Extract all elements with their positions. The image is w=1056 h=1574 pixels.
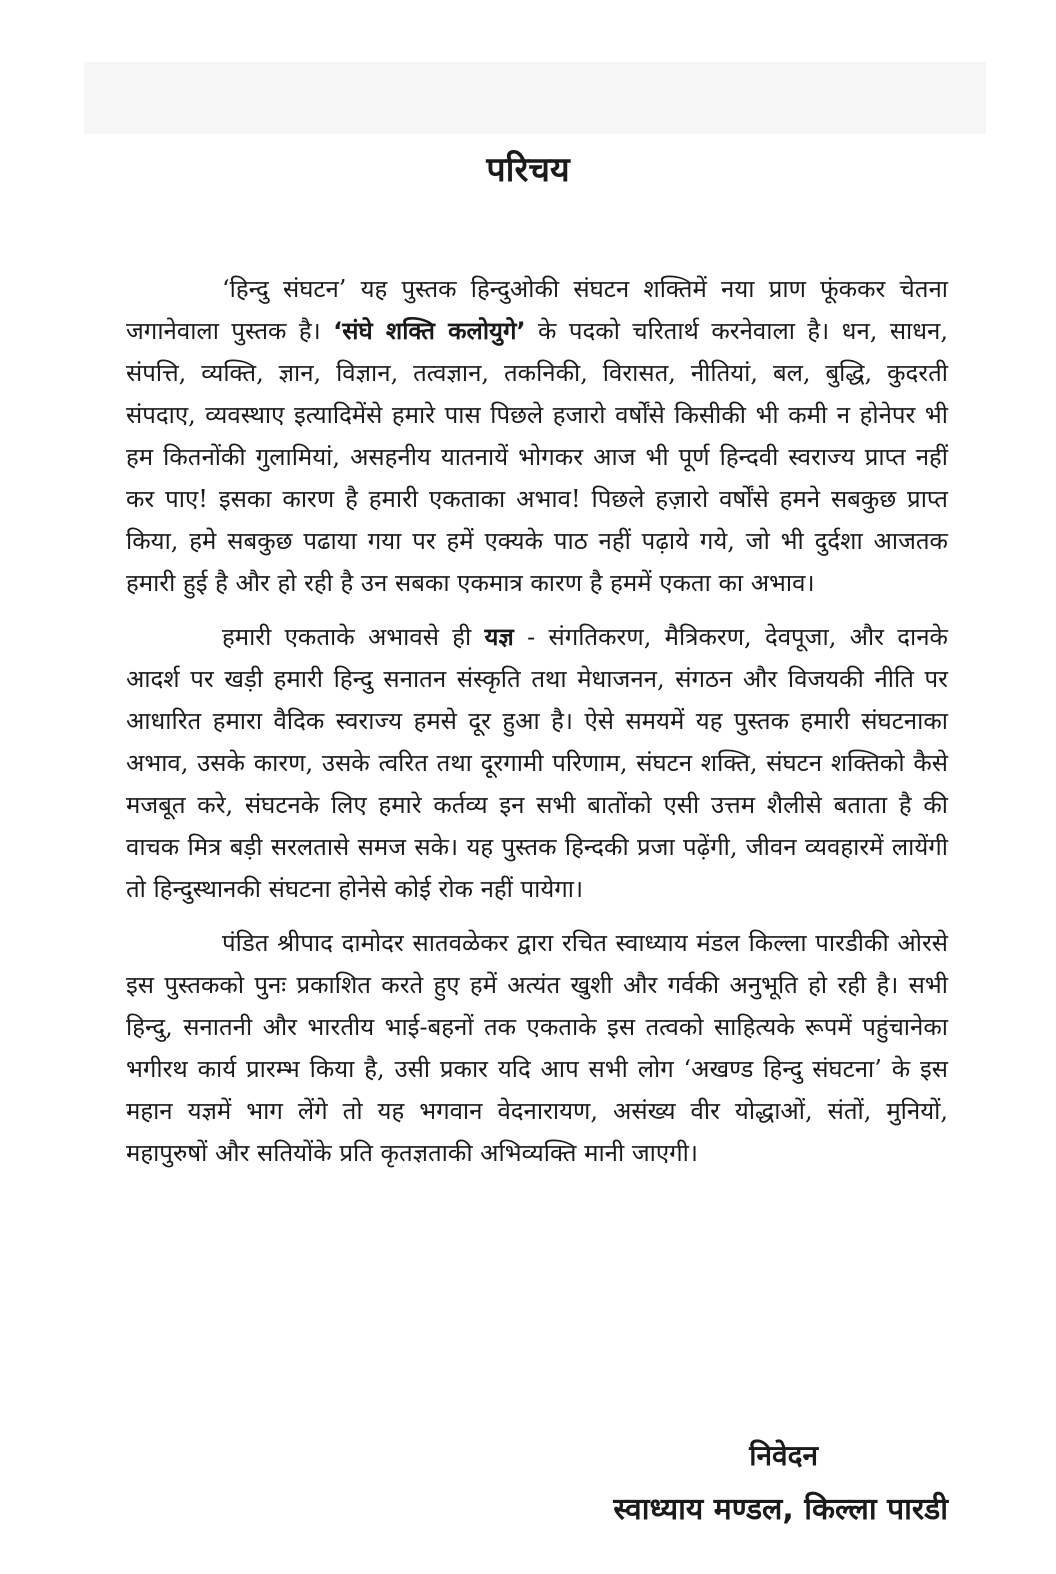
paragraph-2 (126, 616, 948, 910)
paragraph-2-text-a: हमारी एकताके अभावसे ही (222, 623, 485, 651)
paragraph-1-text-a: ‘हिन्दु संघटन’ यह पुस्तक हिन्दुओकी संघटन शक्तिमें नया प्राण फूंककर चेतना जगानेवाला पुस्तक है। (126, 275, 948, 345)
header-band (84, 62, 986, 134)
paragraph-3-text: पंडित श्रीपाद दामोदर सातवळेकर द्वारा रचित स्वाध्याय मंडल किल्ला पारडीकी ओरसे इस पुस्तकको पुनः प्रकाशित करते हुए हमें अत्यंत खुशी और गर्वकी अनुभूति हो रही है। सभी हिन्दु, सनातनी और भारतीय भाई-बहनों तक एकताके इस तत्वको साहित्यके रूपमें पहुंचानेका भगीरथ कार्य प्रारम्भ किया है, उसी प्रकार यदि आप सभी लोग ‘अखण्ड हिन्दु संघटना’ के इस महान यज्ञमें भाग लेंगे तो यह भगवान वेदनारायण, असंख्य वीर योद्धाओं, संतों, मुनियों, महापुरुषों और सतियोंके प्रति कृतज्ञताकी अभिव्यक्ति मानी जाएगी। (126, 929, 948, 1167)
paragraph-1-text-b: के पदको चरितार्थ करनेवाला है। धन, साधन, संपत्ति, व्यक्ति, ज्ञान, विज्ञान, तत्वज्ञान, तकनिकी, विरासत, नीतियां, बल, बुद्धि, कुदरती संपदाए, व्यवस्थाए इत्यादिमेंसे हमारे पास पिछले हजारो वर्षोंसे किसीकी भी कमी न होनेपर भी हम कितनोंकी गुलामियां, असहनीय यातनायें भोगकर आज भी पूर्ण हिन्दवी स्वराज्य प्राप्त नहीं कर पाए! इसका कारण है हमारी एकताका अभाव! पिछले हज़ारो वर्षोंसे हमने सबकुछ प्राप्त किया, हमे सबकुछ पढाया गया पर हमें एक्यके पाठ नहीं पढ़ाये गये, जो भी दुर्दशा आजतक हमारी हुई है और हो रही है उन सबका एकमात्र कारण है हममें एकता का अभाव। (126, 317, 948, 597)
paragraph-2-text-b: - संगतिकरण, मैत्रिकरण, देवपूजा, और दानके आदर्श पर खड़ी हमारी हिन्दु सनातन संस्कृति तथा मेधाजनन, संगठन और विजयकी नीति पर आधारित हमारा वैदिक स्वराज्य हमसे दूर हुआ है। ऐसे समयमें यह पुस्तक हमारी संघटनाका अभाव, उसके कारण, उसके त्वरित तथा दूरगामी परिणाम, संघटन शक्ति, संघटन शक्तिको कैसे मजबूत करे, संघटनके लिए हमारे कर्तव्य इन सभी बातोंको एसी उत्तम शैलीसे बताता है की वाचक मित्र बड़ी सरलतासे समज सके। यह पुस्तक हिन्दकी प्रजा पढ़ेंगी, जीवन व्यवहारमें लायेंगी तो हिन्दुस्थानकी संघटना होनेसे कोई रोक नहीं पायेगा। (126, 623, 948, 903)
paragraph-2-bold-word: यज्ञ (484, 623, 514, 651)
signature-line-organization: स्वाध्याय मण्डल, किल्ला पारडी (613, 1492, 948, 1527)
paragraph-3 (126, 922, 948, 1174)
signature-line-nivedan: निवेदन (749, 1439, 818, 1472)
body-text (126, 268, 948, 1186)
signature-block (613, 1428, 948, 1536)
page-title: परिचय (486, 150, 570, 190)
paragraph-1 (126, 268, 948, 604)
paragraph-1-bold-quote: ‘संघे शक्ति कलोयुगे’ (333, 317, 526, 345)
